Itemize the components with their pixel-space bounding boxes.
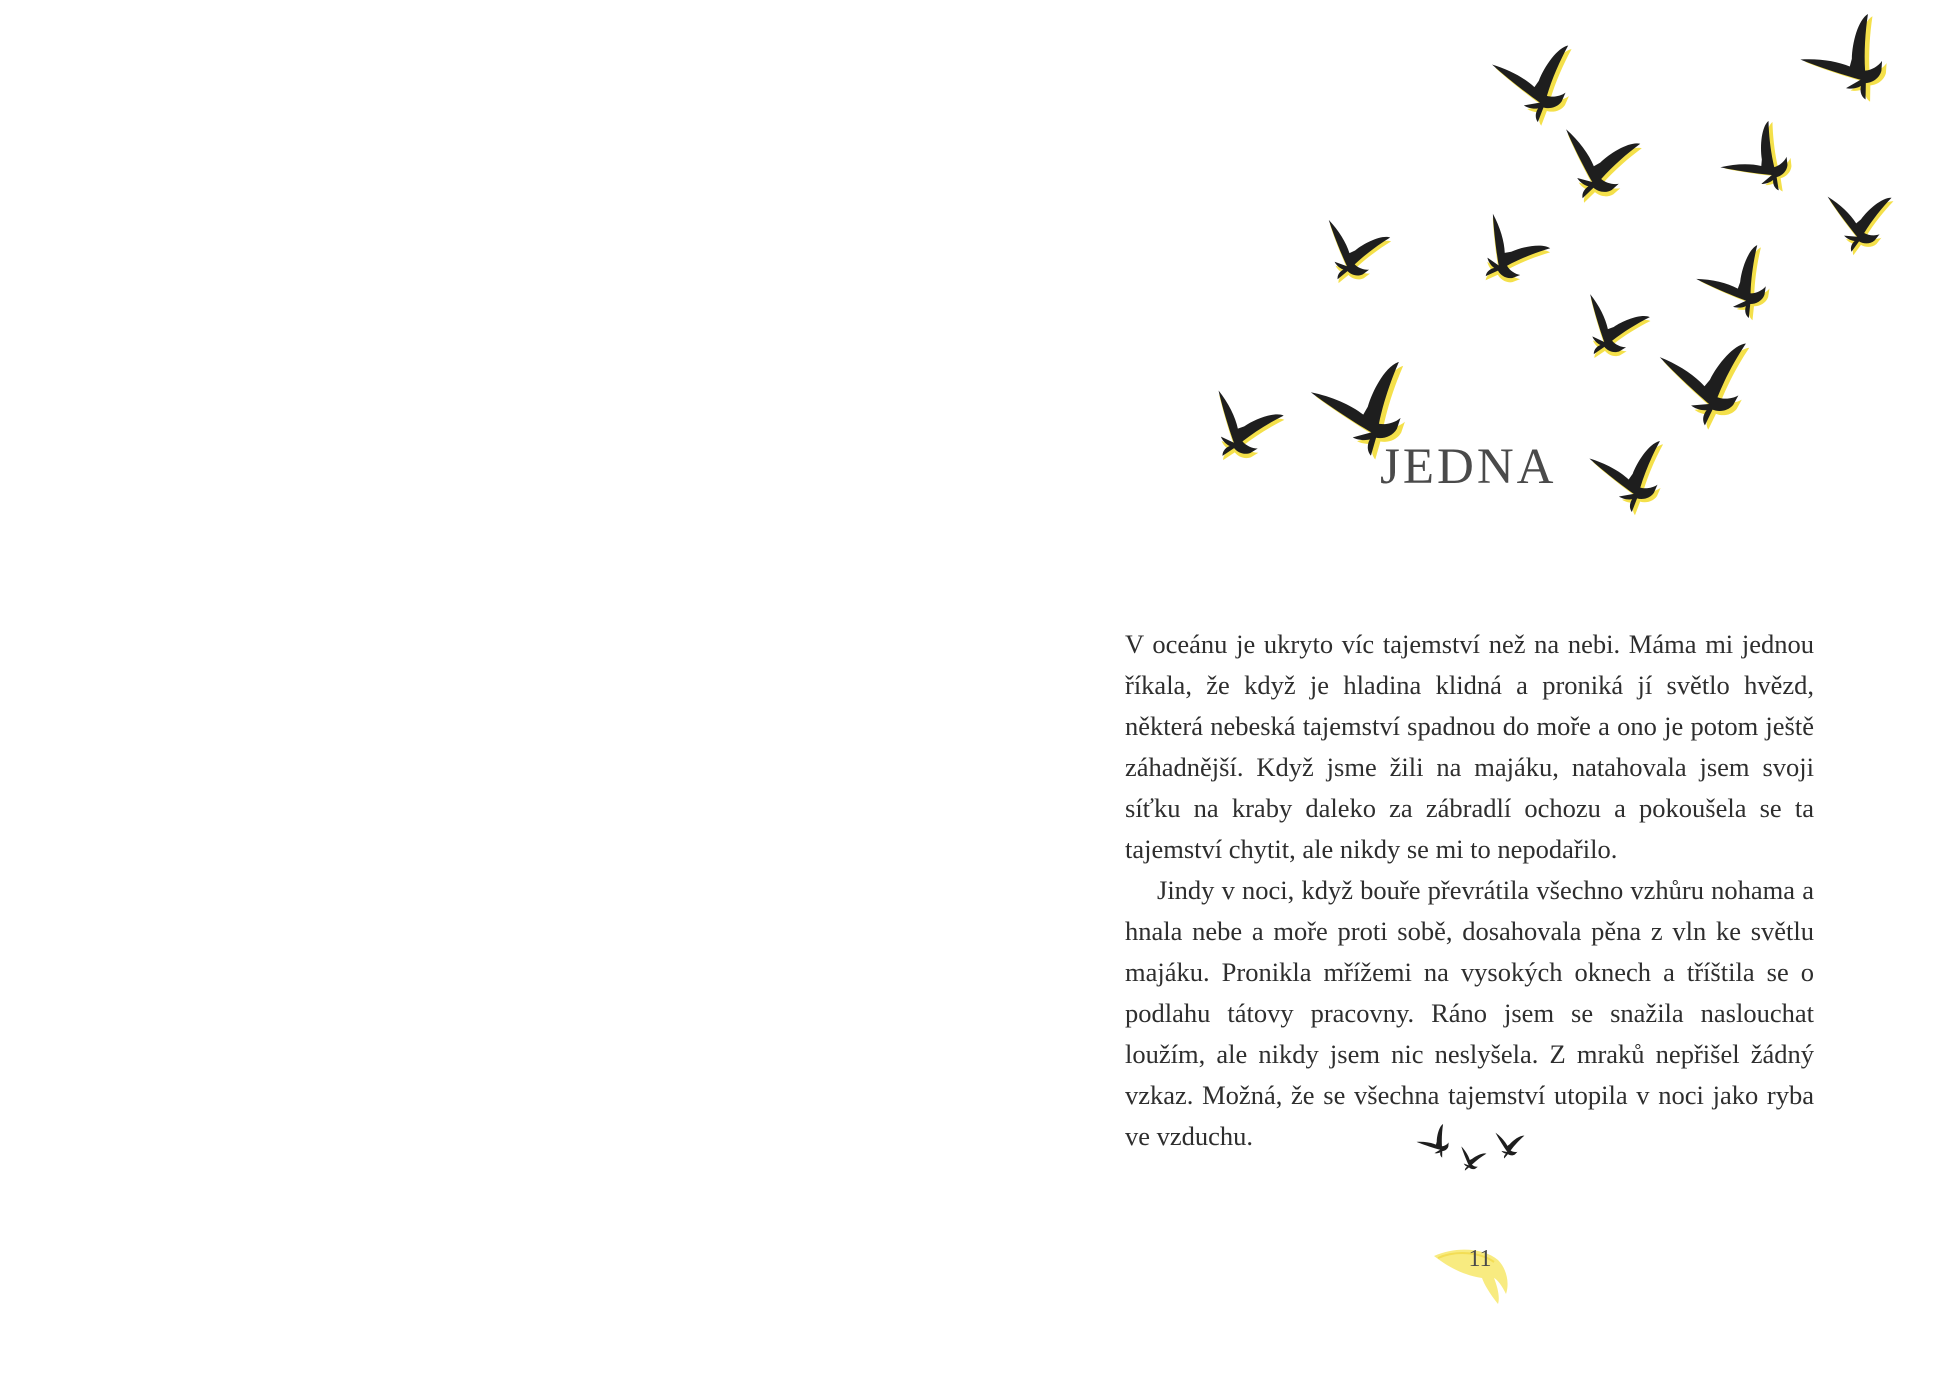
paragraph-2: Jindy v noci, když bouře převrátila všechno vzhůru nohama a hnala nebe a moře proti sobě, dosahovala pěna z vln ke světlu majáku. Pronikla mřížemi na vysokých oknech a tříštila se o podlahu tátovy pracovny. Ráno jsem se snažila naslouchat loužím, ale nikdy jsem nic neslyšela. Z mraků nepřišel žádný vzkaz. Možná, že se všechna tajemství utopila v noci jako ryba ve vzduchu. [1125,875,1814,1151]
paragraph-1: V oceánu je ukryto víc tajemství než na nebi. Máma mi jednou říkala, že když je hladina klidná a proniká jí světlo hvězd, některá nebeská tajemství spadnou do moře a ono je potom ještě záhadnější. Když jsme žili na majáku, natahovala jsem svoji síťku na kraby daleko za zábradlí ochozu a pokoušela se ta tajemství chytit, ale nikdy se mi to nepodařilo. [1125,629,1814,864]
bird-9 [1566,290,1651,373]
bird-6 [1310,216,1393,295]
bird-2 [1798,13,1909,122]
bird-4 [1717,119,1811,212]
bird-8 [1694,244,1787,334]
bird-7 [1459,210,1552,301]
bird-1 [1491,45,1584,132]
bird-5 [1823,192,1894,258]
bird-11 [1193,386,1286,476]
bird-13 [1589,441,1675,522]
bird-3 [1549,124,1643,213]
bird-10 [1659,343,1756,433]
chapter-title: JEDNA [1380,439,1557,495]
chapter-body [1125,624,1814,1157]
page-number: 11 [1468,1246,1492,1272]
